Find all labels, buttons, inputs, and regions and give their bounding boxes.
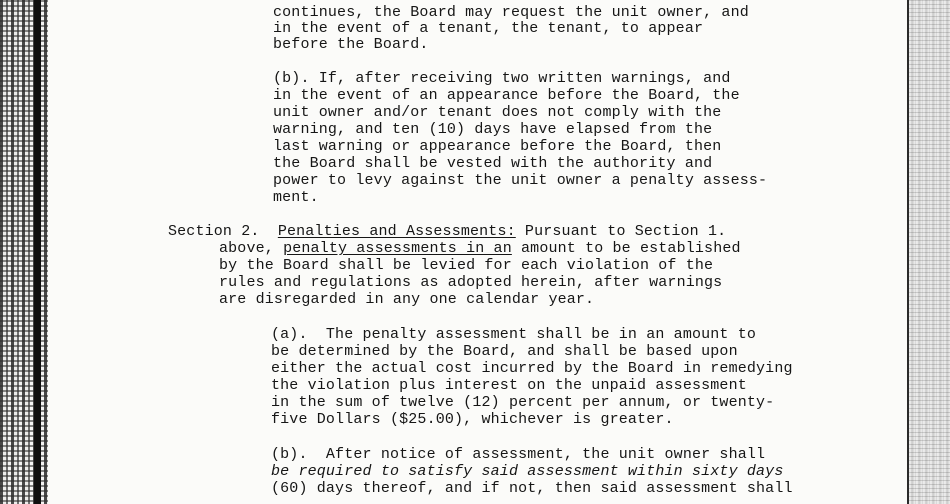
section-2-first-line xyxy=(168,223,726,240)
text-line: continues, the Board may request the unit owner, and xyxy=(273,4,749,21)
section-intro-text: Pursuant to Section 1. xyxy=(515,223,727,240)
text-line: (60) days thereof, and if not, then said assessment shall xyxy=(271,480,793,497)
text-line: before the Board. xyxy=(273,36,429,53)
text-line: power to levy against the unit owner a penalty assess- xyxy=(273,172,768,189)
text-fragment-underlined: penalty assessments in an xyxy=(283,240,512,257)
scan-edge-left-bar xyxy=(34,0,41,504)
text-line: five Dollars ($25.00), whichever is greater. xyxy=(271,411,674,428)
text-fragment: amount to be established xyxy=(511,240,741,257)
text-line: (a). The penalty assessment shall be in an amount to xyxy=(271,326,757,343)
text-line xyxy=(219,240,741,257)
text-line: in the sum of twelve (12) percent per annum, or twenty- xyxy=(271,394,775,411)
text-line: by the Board shall be levied for each violation of the xyxy=(219,257,714,274)
text-line: last warning or appearance before the Board, then xyxy=(273,138,722,155)
text-line: warning, and ten (10) days have elapsed from the xyxy=(273,121,713,138)
section-label: Section 2. xyxy=(168,223,260,240)
text-line: (b). If, after receiving two written warnings, and xyxy=(273,70,731,87)
text-line: unit owner and/or tenant does not comply with the xyxy=(273,104,722,121)
text-line: be required to satisfy said assessment within sixty days xyxy=(271,463,784,480)
section-heading: Penalties and Assessments: xyxy=(277,223,516,240)
text-line: rules and regulations as adopted herein, after warnings xyxy=(219,274,723,291)
scan-edge-right-line xyxy=(907,0,909,504)
text-line: either the actual cost incurred by the Board in remedying xyxy=(271,360,793,377)
text-line: are disregarded in any one calendar year. xyxy=(219,291,595,308)
text-line: ment. xyxy=(273,189,319,206)
text-line: the Board shall be vested with the authority and xyxy=(273,155,713,172)
text-line: in the event of a tenant, the tenant, to appear xyxy=(273,20,704,37)
scan-edge-right xyxy=(908,0,950,504)
text-line: (b). After notice of assessment, the unit owner shall xyxy=(271,446,766,463)
text-line: in the event of an appearance before the Board, the xyxy=(273,87,740,104)
text-line: the violation plus interest on the unpaid assessment xyxy=(271,377,747,394)
text-fragment: above, xyxy=(219,240,284,257)
text-line: be determined by the Board, and shall be based upon xyxy=(271,343,738,360)
